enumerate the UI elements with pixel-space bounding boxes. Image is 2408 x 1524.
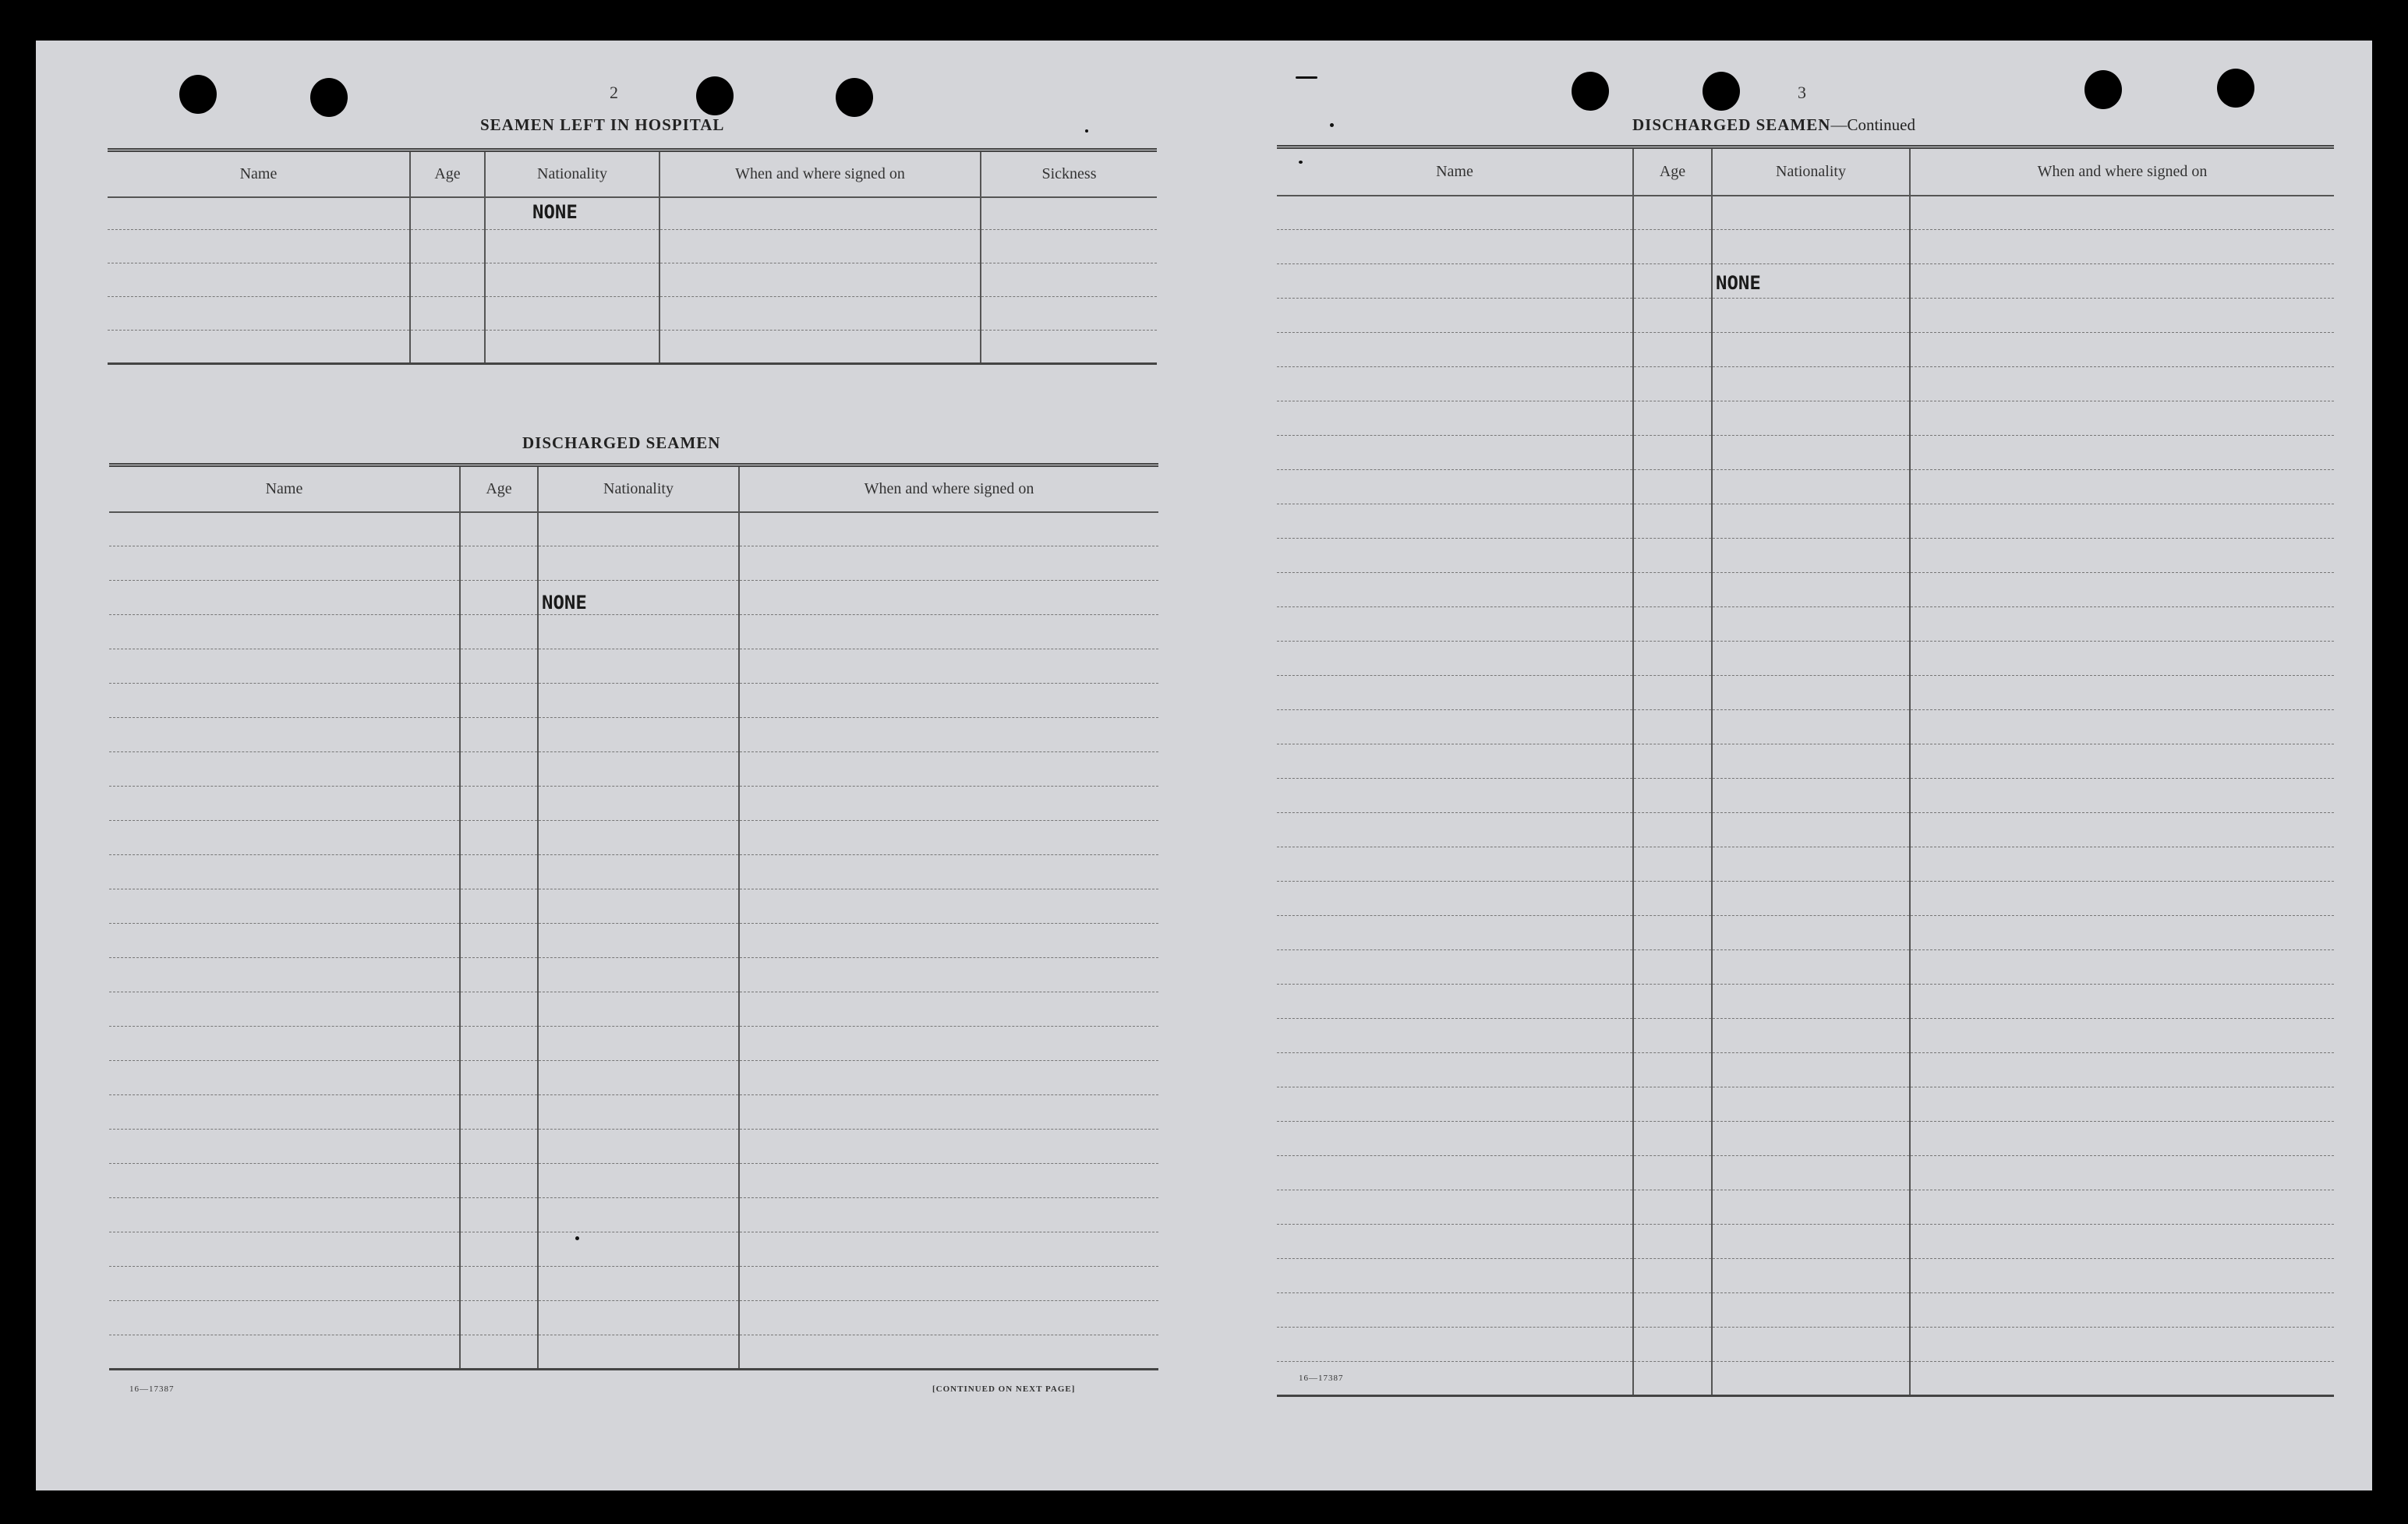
right-title-suffix: —Continued — [1830, 115, 1915, 134]
header-signed-on: When and where signed on — [1910, 147, 2334, 196]
punch-hole — [2084, 70, 2122, 109]
discharged-continued-rows — [1277, 196, 2334, 1396]
punch-hole — [179, 75, 217, 114]
header-signed-on: When and where signed on — [659, 150, 981, 197]
header-nationality: Nationality — [538, 465, 739, 512]
header-signed-on: When and where signed on — [739, 465, 1158, 512]
ink-speck — [575, 1236, 579, 1240]
ink-speck — [1299, 161, 1303, 164]
discharged-rows — [109, 512, 1158, 1370]
right-page-number: 3 — [1798, 83, 1806, 102]
header-name: Name — [108, 150, 410, 197]
hospital-table — [108, 148, 1157, 365]
ink-stroke — [1296, 76, 1317, 79]
hospital-rows — [108, 197, 1157, 364]
punch-hole — [696, 76, 734, 115]
punch-hole — [1703, 72, 1740, 111]
header-nationality: Nationality — [1712, 147, 1910, 196]
punch-hole — [836, 78, 873, 117]
punch-hole — [310, 78, 348, 117]
right-section-title — [1632, 115, 1915, 135]
left-form-number: 16—17387 — [129, 1384, 175, 1394]
header-name: Name — [109, 465, 460, 512]
none-stamp: NONE — [485, 197, 659, 230]
right-title-main: DISCHARGED SEAMEN — [1632, 115, 1831, 134]
header-nationality: Nationality — [485, 150, 659, 197]
header-sickness: Sickness — [981, 150, 1157, 197]
none-stamp: NONE — [538, 581, 739, 615]
none-stamp: NONE — [1712, 264, 1910, 299]
header-age: Age — [410, 150, 485, 197]
continued-note: [CONTINUED ON NEXT PAGE] — [932, 1384, 1076, 1394]
left-page-number: 2 — [610, 83, 618, 102]
discharged-table — [109, 463, 1158, 1370]
header-age: Age — [1633, 147, 1712, 196]
punch-hole — [1572, 72, 1609, 111]
header-age: Age — [460, 465, 538, 512]
document-sheet — [36, 41, 2372, 1490]
punch-hole — [2217, 69, 2254, 108]
right-form-number: 16—17387 — [1299, 1374, 1344, 1383]
discharged-section-title: DISCHARGED SEAMEN — [522, 433, 721, 452]
ink-speck — [1330, 123, 1334, 127]
hospital-section-title: SEAMEN LEFT IN HOSPITAL — [480, 115, 725, 134]
discharged-continued-table — [1277, 145, 2334, 1397]
header-name: Name — [1277, 147, 1633, 196]
ink-speck — [1085, 129, 1088, 133]
